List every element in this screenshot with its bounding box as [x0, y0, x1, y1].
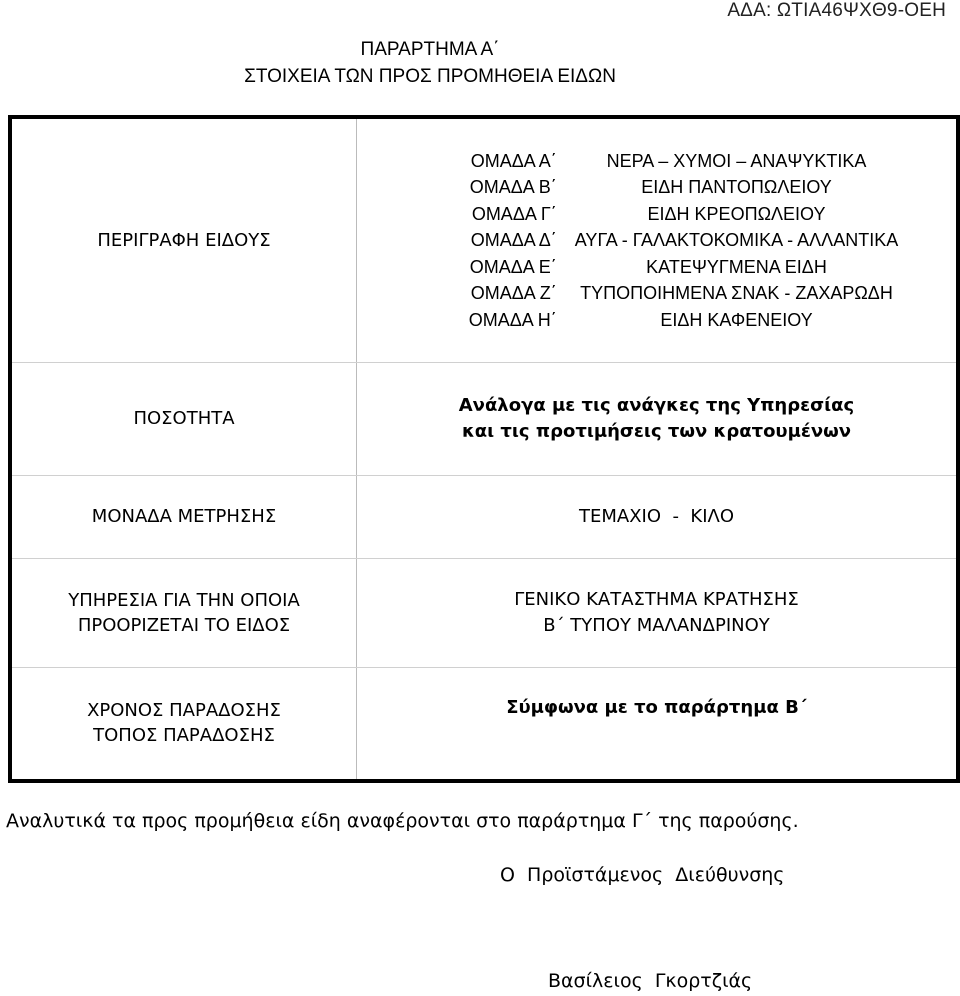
group-name: ΟΜΑΔΑ Β΄ — [469, 177, 557, 198]
group-name: ΟΜΑΔΑ Γ΄ — [471, 203, 557, 224]
description-label: ΠΕΡΙΓΡΑΦΗ ΕΙΔΟΥΣ — [97, 230, 271, 251]
unit-value: ΤΕΜΑΧΙΟ - ΚΙΛΟ — [579, 505, 734, 527]
group-desc: ΕΙΔΗ ΚΑΦΕΝΕΙΟΥ — [660, 309, 813, 330]
group-desc: ΝΕΡΑ – ΧΥΜΟΙ – ΑΝΑΨΥΚΤΙΚΑ — [606, 150, 867, 171]
group-name: ΟΜΑΔΑ Δ΄ — [470, 230, 557, 251]
row-service — [12, 558, 956, 668]
group-name: ΟΜΑΔΑ Η΄ — [468, 309, 557, 330]
delivery-value: Σύμφωνα με το παράρτημα Β΄ — [506, 697, 807, 718]
row-delivery — [12, 667, 956, 779]
description-value — [357, 119, 956, 362]
service-value: ΓΕΝΙΚΟ ΚΑΤΑΣΤΗΜΑ ΚΡΑΤΗΣΗΣ Β΄ ΤΥΠΟΥ ΜΑΛΑΝΔΡΙΝΟΥ — [514, 588, 799, 636]
annex-heading — [220, 36, 640, 90]
groups-list — [437, 148, 898, 334]
group-desc: ΑΥΓΑ - ΓΑΛΑΚΤΟΚΟΜΙΚΑ - ΑΛΛΑΝΤΙΚΑ — [574, 230, 899, 251]
group-name: ΟΜΑΔΑ Ζ΄ — [470, 283, 557, 304]
signer-name: Βασίλειος Γκορτζιάς — [548, 970, 753, 992]
group-desc: ΤΥΠΟΠΟΙΗΜΕΝΑ ΣΝΑΚ - ΖΑΧΑΡΩΔΗ — [580, 283, 893, 304]
items-table — [8, 115, 960, 783]
annex-title: ΠΑΡΑΡΤΗΜΑ Α΄ — [360, 39, 500, 60]
service-label: ΥΠΗΡΕΣΙΑ ΓΙΑ ΤΗΝ ΟΠΟΙΑ ΠΡΟΟΡΙΖΕΤΑΙ ΤΟ ΕΙΔΟΣ — [68, 589, 300, 636]
ada-code: ΑΔΑ: ΩΤΙΑ46ΨΧΘ9-ΟΕΗ — [727, 0, 946, 21]
quantity-value: Ανάλογα με τις ανάγκες της Υπηρεσίας και τις προτιμήσεις των κρατουμένων — [458, 394, 855, 442]
group-desc: ΕΙΔΗ ΠΑΝΤΟΠΩΛΕΙΟΥ — [641, 177, 832, 198]
unit-label: ΜΟΝΑΔΑ ΜΕΤΡΗΣΗΣ — [91, 506, 277, 527]
group-name: ΟΜΑΔΑ Α΄ — [470, 150, 557, 171]
quantity-label: ΠΟΣΟΤΗΤΑ — [133, 408, 235, 429]
delivery-label: ΧΡΟΝΟΣ ΠΑΡΑΔΟΣΗΣ ΤΟΠΟΣ ΠΑΡΑΔΟΣΗΣ — [87, 700, 281, 746]
signer-title: Ο Προϊστάμενος Διεύθυνσης — [500, 864, 785, 886]
row-quantity — [12, 362, 956, 476]
row-description — [12, 119, 956, 363]
group-desc: ΚΑΤΕΨΥΓΜΕΝΑ ΕΙΔΗ — [646, 256, 827, 277]
group-name: ΟΜΑΔΑ Ε΄ — [469, 256, 557, 277]
group-desc: ΕΙΔΗ ΚΡΕΟΠΩΛΕΙΟΥ — [647, 203, 826, 224]
row-unit — [12, 475, 956, 559]
footer-note: Αναλυτικά τα προς προμήθεια είδη αναφέρονται στο παράρτημα Γ΄ της παρούσης. — [6, 810, 799, 832]
annex-subtitle: ΣΤΟΙΧΕΙΑ ΤΩΝ ΠΡΟΣ ΠΡΟΜΗΘΕΙΑ ΕΙΔΩΝ — [244, 66, 616, 87]
